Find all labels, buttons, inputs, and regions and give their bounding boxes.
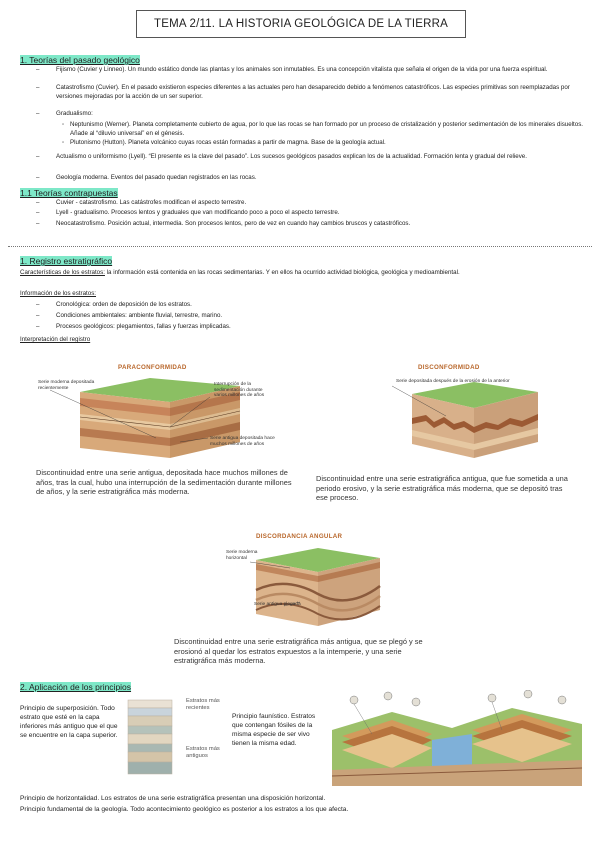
stratum [128, 708, 172, 716]
section-1-1-heading: 1.1 Teorías contrapuestas [20, 188, 118, 198]
label-estratos-recientes: Estratos más recientes [186, 698, 220, 711]
principio-faunistico: Principio faunístico. Estratos que contengan fósiles de la misma especie de ser vivo tienen la misma edad. [232, 713, 316, 747]
bullet-dash: – [36, 110, 40, 117]
bullet-dash: – [36, 66, 40, 73]
disconformidad-caption: Discontinuidad entre una serie estratigráfica antigua, que fue sometida a una periodo erosivo, y la serie estratigráfica más moderna, que se depositó tras ese proceso. [316, 474, 568, 503]
list-item-cronologica: Cronológica: orden de deposición de los estratos. [56, 301, 192, 308]
bullet-circle: ◦ [62, 139, 65, 146]
stratum [128, 744, 172, 752]
bullet-dash: – [36, 174, 40, 181]
stratum [128, 752, 172, 762]
disconformidad-title: DISCONFORMIDAD [418, 364, 480, 371]
section-2-heading: 2. Aplicación de los principios [20, 682, 132, 692]
strata-column [124, 698, 180, 778]
bullet-dash: – [36, 312, 40, 319]
fossil-icon [558, 696, 566, 704]
stratum [128, 762, 172, 774]
principio-horizontalidad: Principio de horizontalidad. Los estratos de una serie estratigráfica presentan una disposición horizontal. [20, 795, 326, 802]
list-subitem-plutonismo: Plutonismo (Hutton). Planeta volcánico cuyas rocas están formadas a partir de magma. Base de la geología actual. [70, 139, 386, 146]
principio-fundamental: Principio fundamental de la geología. Todo acontecimiento geológico es posterior a los estratos a los que afecta. [20, 806, 349, 813]
fossil-icon [488, 694, 496, 702]
list-item-fijismo: Fijismo (Cuvier y Linneo). Un mundo estático donde las plantas y los animales son inmutables. Es una concepción vitalista que señala el origen de la vida por una fuerza espiritual. [56, 66, 548, 73]
fossil-icon [350, 696, 358, 704]
list-item-condiciones: Condiciones ambientales: ambiente fluvial, terrestre, marino. [56, 312, 223, 319]
paraconformidad-caption: Discontinuidad entre una serie antigua, depositada hace muchos millones de años, tras la cual, hubo una interrupción de la sedimentación durante millones de años, y la serie estratigráfica más moderna. [36, 468, 292, 497]
bullet-dash: – [36, 220, 40, 227]
bullet-dash: – [36, 84, 40, 91]
bullet-dash: – [36, 153, 40, 160]
bullet-dash: – [36, 199, 40, 206]
stratum [128, 716, 172, 726]
paraconformidad-title: PARACONFORMIDAD [118, 364, 187, 371]
label-interrupcion: Interrupción de la sedimentación durante varios millones de años [214, 382, 265, 399]
discordancia-caption: Discontinuidad entre una serie estratigráfica más antigua, que se plegó y se erosionó al quedar los estratos expuestos a la intemperie, y una serie estratigráfica más moderna. [174, 637, 423, 666]
list-item-procesos: Procesos geológicos: plegamientos, fallas y fuerzas implicadas. [56, 323, 231, 330]
bullet-dash: – [36, 209, 40, 216]
list-item-gradualismo: Gradualismo: [56, 110, 93, 117]
stratum [128, 734, 172, 744]
list-item-neocatastrofismo: Neocatastrofismo. Posición actual, intermedia. Son procesos lentos, pero de vez en cuando hay cambios bruscos y catastróficos. [56, 220, 411, 227]
fossil-correlation-diagram [332, 690, 584, 790]
bullet-circle: ◦ [62, 121, 65, 128]
informacion-label: Información de los estratos: [20, 290, 97, 297]
page-title-text: TEMA 2/11. LA HISTORIA GEOLÓGICA DE LA TIERRA [153, 18, 449, 30]
list-subitem-neptunismo: Neptunismo (Werner). Planeta completamente cubierto de agua, por lo que las rocas se han formado por un proceso de cristalización y posterior sedimentación de los minerales disueltos. Añade al “diluvio universal” en el génesis. [70, 121, 584, 137]
stratum [128, 700, 172, 708]
bullet-dash: – [36, 301, 40, 308]
label-serie-antigua-plegada: Serie antigua plegada [254, 602, 301, 607]
list-item-actualismo: Actualismo o uniformismo (Lyell). “El presente es la clave del pasado”. Los sucesos geológicos pasados explican los de la actualidad. Formación lenta y gradual del relieve. [56, 153, 527, 160]
section-1-heading: 1. Teorías del pasado geológico [20, 55, 140, 65]
list-item-lyell: Lyell - gradualismo. Procesos lentos y graduales que van modificando poco a poco el aspecto terrestre. [56, 209, 340, 216]
fossil-icon [412, 698, 420, 706]
section-divider [8, 246, 592, 247]
section-registro-heading: 1. Registro estratigráfico [20, 256, 113, 266]
stratum [128, 726, 172, 734]
page-title [136, 10, 466, 38]
disconformidad-diagram [382, 372, 546, 464]
discordancia-title: DISCORDANCIA ANGULAR [256, 533, 343, 540]
interpretacion-label: Interpretación del registro [20, 336, 91, 343]
bullet-dash: – [36, 323, 40, 330]
label-serie-depositada: Serie depositada después de la erosión de la anterior [396, 379, 510, 384]
label-serie-moderna-horizontal: Serie moderna horizontal [226, 550, 258, 561]
principio-superposicion: Principio de superposición. Todo estrato que esté en la capa inferiores más antiguo que el que se encuentre en la capa superior. [20, 705, 118, 739]
list-item-cuvier: Cuvier - catastrofismo. Las catástrofes modifican el aspecto terrestre. [56, 199, 247, 206]
fossil-icon [384, 692, 392, 700]
label-estratos-antiguos: Estratos más antiguos [186, 746, 220, 759]
list-item-catastrofismo: Catastrofismo (Cuvier). En el pasado existieron especies diferentes a las actuales pero han desaparecido debido a fenómenos catastróficos. Las especies primitivas son reemplazadas por versiones mejoradas por la acción de un ser superior. [56, 84, 570, 100]
label-serie-moderna: Serie moderna depositada recientemente [38, 380, 95, 391]
fossil-icon [524, 690, 532, 698]
caracteristicas-paragraph: Características de los estratos: la información está contenida en las rocas sedimentarias. Y en ellos ha ocurrido actividad biológica, geológica y medioambiental. [20, 269, 460, 276]
list-item-geologia-moderna: Geología moderna. Eventos del pasado quedan registrados en las rocas. [56, 174, 257, 181]
label-serie-antigua: Serie antigua depositada hace muchos millones de años [210, 436, 275, 447]
